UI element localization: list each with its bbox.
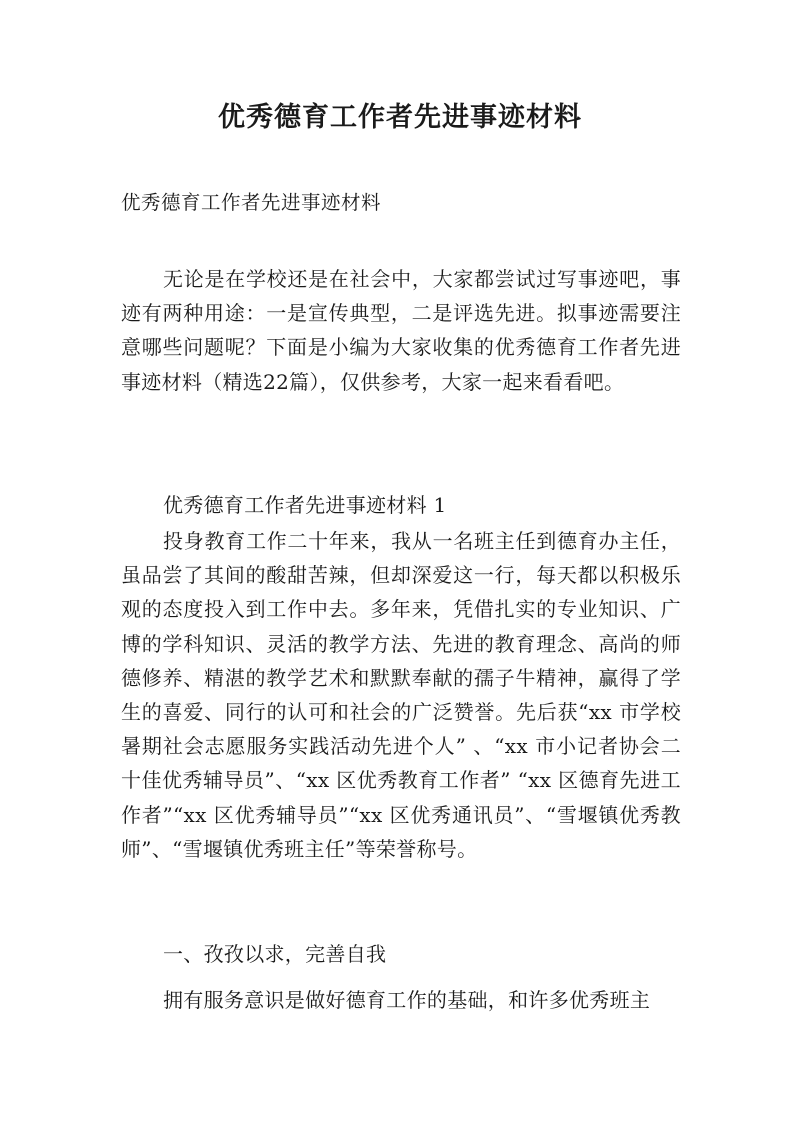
body-paragraph: 投身教育工作二十年来，我从一名班主任到德育办主任，虽品尝了其间的酸甜苦辣，但却深爱这一行，每天都以积极乐观的态度投入到工作中去。多年来，凭借扎实的专业知识、广博的学科知识、灵活的教学方法、先进的教育理念、高尚的师德修养、精湛的教学艺术和默默奉献的孺子牛精神，赢得了学生的喜爱、同行的认可和社会的广泛赞誉。先后获“xx 市学校暑期社会志愿服务实践活动先进个人” 、“xx 市小记者协会二十佳优秀辅导员”、“xx 区优秀教育工作者” “xx 区德育先进工作者”“xx 区优秀辅导员”“xx 区优秀通讯员”、“雪堰镇优秀教师”、“雪堰镇优秀班主任”等荣誉称号。: [121, 529, 681, 861]
subsection-heading: 一、孜孜以求，完善自我: [163, 942, 387, 966]
section-heading: 优秀德育工作者先进事迹材料 1: [163, 493, 447, 517]
body-paragraph: 拥有服务意识是做好德育工作的基础，和许多优秀班主: [163, 988, 651, 1012]
intro-paragraph: 无论是在学校还是在社会中，大家都尝试过写事迹吧，事迹有两种用途：一是宣传典型，二是评选先进。拟事迹需要注意哪些问题呢？下面是小编为大家收集的优秀德育工作者先进事迹材料（精选22篇），仅供参考，大家一起来看看吧。: [121, 267, 681, 394]
document-subtitle: 优秀德育工作者先进事迹材料: [121, 191, 382, 214]
document-title: 优秀德育工作者先进事迹材料: [218, 102, 582, 133]
